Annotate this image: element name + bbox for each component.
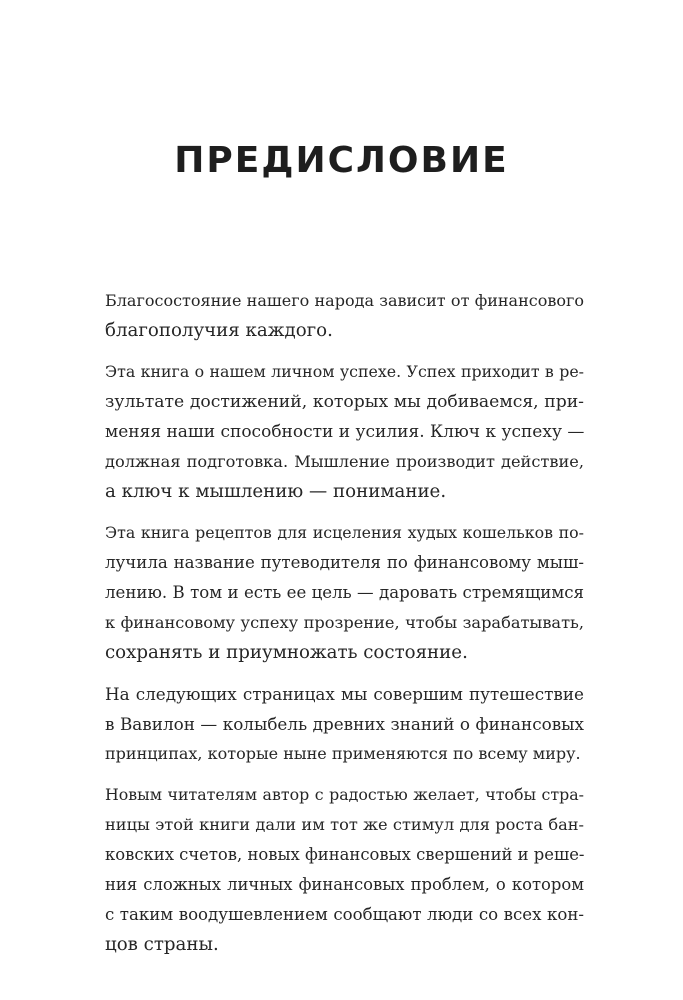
text-line: лучила название путеводителя по финансовому мыш- (105, 553, 584, 572)
preface-body (105, 286, 584, 971)
text-line: ницы этой книги дали им тот же стимул для роста бан- (105, 815, 584, 834)
text-line: Эта книга о нашем личном успехе. Успех приходит в ре- (105, 362, 584, 381)
text-line: принципах, которые ныне применяются по всему миру. (105, 744, 581, 763)
paragraph-2 (105, 357, 584, 507)
paragraph-1 (105, 286, 584, 346)
text-line: благополучия каждого. (105, 320, 333, 341)
text-line: сохранять и приумножать состояние. (105, 642, 468, 663)
text-line: На следующих страницах мы совершим путешествие (105, 684, 584, 704)
text-line: цов страны. (105, 934, 219, 955)
text-line: Эта книга рецептов для исцеления худых кошельков по- (105, 523, 584, 542)
text-line: Новым читателям автор с радостью желает, чтобы стра- (105, 785, 584, 804)
text-line: ковских счетов, новых финансовых свершений и реше- (105, 845, 585, 864)
text-line: меняя наши способности и усилия. Ключ к успеху — (105, 422, 585, 442)
text-line: должная подготовка. Мышление производит действие, (105, 452, 584, 471)
paragraph-4 (105, 679, 584, 769)
text-line: к финансовому успеху прозрение, чтобы зарабатывать, (105, 613, 584, 632)
text-line: лению. В том и есть ее цель — даровать стремящимся (105, 583, 584, 602)
text-line: зультате достижений, которых мы добиваемся, при- (105, 392, 584, 412)
text-line: а ключ к мышлению — понимание. (105, 481, 447, 502)
paragraph-3 (105, 518, 584, 668)
page-title: ПРЕДИСЛОВИЕ (174, 140, 509, 181)
paragraph-5 (105, 780, 584, 960)
text-line: ния сложных личных финансовых проблем, о котором (105, 875, 584, 894)
text-line: Благосостояние нашего народа зависит от финансового (105, 291, 584, 310)
text-line: с таким воодушевлением сообщают люди со всех кон- (105, 905, 584, 924)
text-line: в Вавилон — колыбель древних знаний о финансовых (105, 714, 584, 734)
